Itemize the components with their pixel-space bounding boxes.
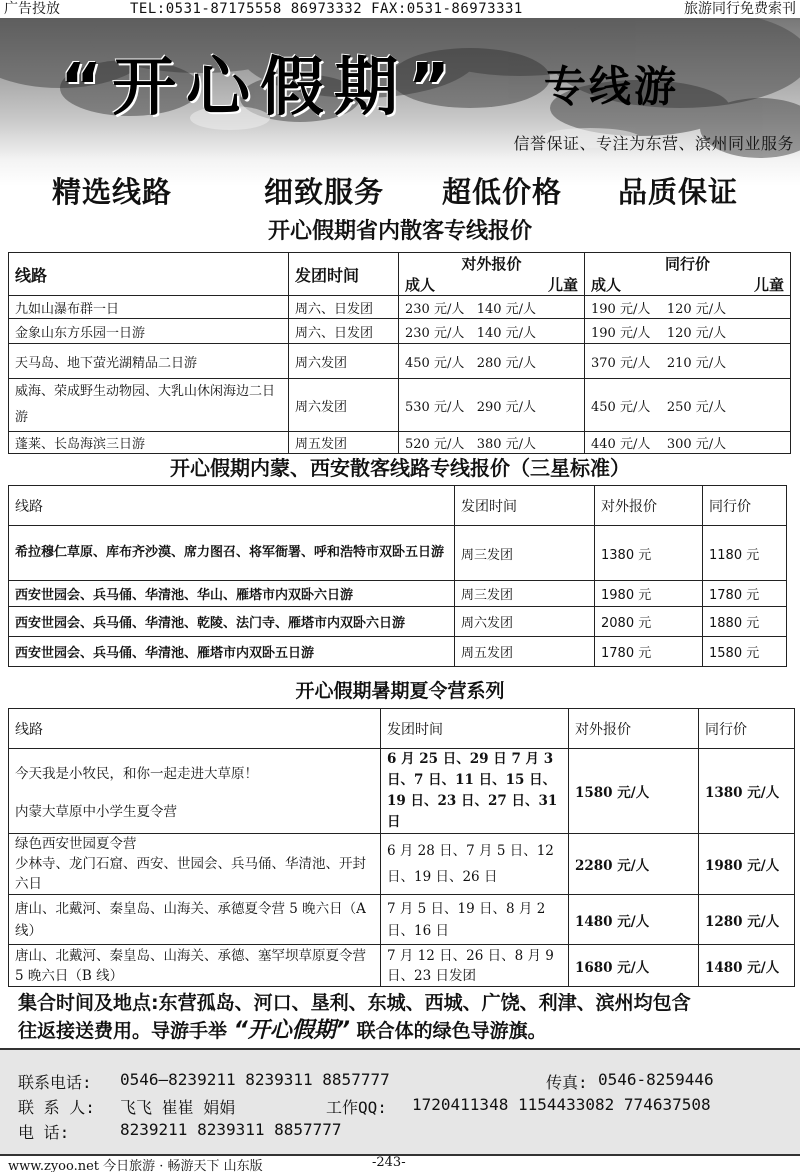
depart-cell: 周五发团 bbox=[289, 432, 399, 454]
column-header: 对外报价 bbox=[595, 486, 703, 526]
public-price-cell bbox=[399, 432, 585, 454]
table-header-row bbox=[9, 486, 787, 526]
feature-item: 精选线路 bbox=[52, 175, 173, 209]
route-cell: 唐山、北戴河、秦皇岛、山海关、承德、塞罕坝草原夏令营 5 晚六日（B 线） bbox=[9, 945, 381, 987]
assembly-info bbox=[18, 990, 788, 1045]
adult-price: 520 元/人 bbox=[405, 437, 465, 452]
phone-numbers: 0546—8239211 8239311 8857777 bbox=[120, 1070, 390, 1089]
public-price-cell: 2280 元/人 bbox=[569, 834, 699, 895]
assembly-line-2 bbox=[18, 1017, 788, 1045]
public-price-cell bbox=[399, 296, 585, 319]
adult-price: 440 元/人 bbox=[591, 437, 651, 452]
table-row bbox=[9, 749, 795, 834]
table-row bbox=[9, 379, 791, 432]
table-row bbox=[9, 526, 787, 581]
trade-price-cell: 1780 元 bbox=[703, 581, 787, 607]
depart-cell: 7 月 5 日、19 日、8 月 2 日、16 日 bbox=[381, 895, 569, 945]
column-header: 对外报价 bbox=[569, 709, 699, 749]
column-header: 同行价 bbox=[699, 709, 795, 749]
route-cell: 西安世园会、兵马俑、华清池、雁塔市内双卧五日游 bbox=[9, 637, 455, 667]
page-number: -243- bbox=[372, 1155, 406, 1170]
trade-price-cell bbox=[585, 319, 791, 344]
public-price-cell: 1980 元 bbox=[595, 581, 703, 607]
child-price: 250 元/人 bbox=[666, 399, 727, 415]
adult-price: 530 元/人 bbox=[405, 399, 465, 415]
depart-cell: 周六、日发团 bbox=[289, 296, 399, 319]
depart-cell: 周六发团 bbox=[455, 607, 595, 637]
depart-cell: 周五发团 bbox=[455, 637, 595, 667]
child-price: 140 元/人 bbox=[476, 325, 537, 341]
feature-item: 品质保证 bbox=[618, 175, 739, 209]
ad-label: 广告投放 bbox=[4, 1, 60, 17]
section-title-inner-mongolia-xian: 开心假期内蒙、西安散客线路专线报价（三星标准） bbox=[170, 456, 630, 480]
free-catalog-text: 旅游同行免费索刊 bbox=[684, 1, 796, 17]
column-header: 线路 bbox=[9, 253, 289, 296]
feature-item: 细致服务 bbox=[264, 175, 385, 209]
child-label: 儿童 bbox=[753, 276, 784, 294]
adult-label: 成人 bbox=[591, 276, 622, 294]
feature-list bbox=[52, 170, 772, 210]
child-price: 210 元/人 bbox=[666, 355, 727, 371]
route-line: 内蒙大草原中小学生夏令营 bbox=[15, 804, 177, 820]
trade-price-cell: 1880 元 bbox=[703, 607, 787, 637]
trade-price-cell: 1980 元/人 bbox=[699, 834, 795, 895]
public-price-cell: 1780 元 bbox=[595, 637, 703, 667]
child-label: 儿童 bbox=[547, 276, 578, 294]
page-title: “开心假期” bbox=[60, 51, 461, 125]
route-line: 少林寺、龙门石窟、西安、世园会、兵马俑、华清池、开封六日 bbox=[15, 856, 366, 892]
footer-site: www.zyoo.net 今日旅游 · 畅游天下 山东版 bbox=[8, 1159, 263, 1172]
adult-price: 230 元/人 bbox=[405, 301, 465, 317]
route-cell: 天马岛、地下萤光湖精品二日游 bbox=[9, 344, 289, 379]
adult-price: 450 元/人 bbox=[591, 399, 651, 415]
slogan: 信誉保证、专注为东营、滨州同业服务 bbox=[513, 134, 794, 153]
qq-numbers: 1720411348 1154433082 774637508 bbox=[412, 1095, 711, 1114]
child-price: 290 元/人 bbox=[476, 399, 537, 415]
depart-cell: 周三发团 bbox=[455, 581, 595, 607]
table-row bbox=[9, 344, 791, 379]
table-row bbox=[9, 945, 795, 987]
tel-label: 电 话: bbox=[18, 1123, 70, 1142]
child-price: 280 元/人 bbox=[476, 355, 537, 371]
public-price-cell: 2080 元 bbox=[595, 607, 703, 637]
column-header-trade bbox=[585, 253, 791, 296]
column-header: 线路 bbox=[9, 486, 455, 526]
public-price-cell: 1580 元/人 bbox=[569, 749, 699, 834]
tel-numbers: 8239211 8239311 8857777 bbox=[120, 1120, 342, 1139]
inner-mongolia-xian-table bbox=[8, 485, 787, 667]
route-cell: 金象山东方乐园一日游 bbox=[9, 319, 289, 344]
table-row bbox=[9, 296, 791, 319]
child-price: 120 元/人 bbox=[666, 301, 727, 317]
adult-price: 230 元/人 bbox=[405, 325, 465, 341]
public-price-cell: 1680 元/人 bbox=[569, 945, 699, 987]
person-label: 联 系 人: bbox=[18, 1098, 95, 1117]
column-header: 同行价 bbox=[703, 486, 787, 526]
route-cell: 九如山瀑布群一日 bbox=[9, 296, 289, 319]
child-price: 140 元/人 bbox=[476, 301, 537, 317]
contact-line: TEL:0531-87175558 86973332 FAX:0531-86973331 bbox=[130, 1, 523, 17]
table-row bbox=[9, 319, 791, 344]
public-price-cell: 1380 元 bbox=[595, 526, 703, 581]
trade-price-cell: 1480 元/人 bbox=[699, 945, 795, 987]
public-price-cell bbox=[399, 319, 585, 344]
trade-price-cell: 1580 元 bbox=[703, 637, 787, 667]
trade-price-cell bbox=[585, 344, 791, 379]
table-row bbox=[9, 637, 787, 667]
age-labels bbox=[405, 274, 578, 295]
column-header: 线路 bbox=[9, 709, 381, 749]
fax-label: 传真: bbox=[546, 1073, 588, 1092]
route-line: 今天我是小牧民，和你一起走进大草原！ bbox=[15, 766, 258, 782]
qq-label: 工作QQ: bbox=[326, 1098, 387, 1117]
top-bar bbox=[0, 0, 800, 18]
route-cell: 西安世园会、兵马俑、华清池、华山、雁塔市内双卧六日游 bbox=[9, 581, 455, 607]
trade-price-cell bbox=[585, 296, 791, 319]
depart-cell: 周六、日发团 bbox=[289, 319, 399, 344]
summer-camp-table bbox=[8, 708, 795, 987]
trade-price-cell bbox=[585, 432, 791, 454]
section-title-provincial: 开心假期省内散客专线报价 bbox=[267, 218, 532, 244]
trade-price-cell: 1280 元/人 bbox=[699, 895, 795, 945]
table-header-row bbox=[9, 709, 795, 749]
route-cell: 蓬莱、长岛海滨三日游 bbox=[9, 432, 289, 454]
depart-cell: 周三发团 bbox=[455, 526, 595, 581]
column-header: 发团时间 bbox=[455, 486, 595, 526]
column-header: 发团时间 bbox=[289, 253, 399, 296]
table-row bbox=[9, 895, 795, 945]
column-header-public bbox=[399, 253, 585, 296]
table-row bbox=[9, 581, 787, 607]
contact-box bbox=[0, 1048, 800, 1156]
public-price-cell bbox=[399, 379, 585, 432]
column-header: 发团时间 bbox=[381, 709, 569, 749]
adult-price: 370 元/人 bbox=[591, 355, 651, 371]
header-banner bbox=[0, 18, 800, 228]
route-cell: 西安世园会、兵马俑、华清池、乾陵、法门寺、雁塔市内双卧六日游 bbox=[9, 607, 455, 637]
route-cell: 希拉穆仁草原、库布齐沙漠、席力图召、将军衙署、呼和浩特市双卧五日游 bbox=[9, 526, 455, 581]
depart-cell: 6 月 25 日、29 日 7 月 3 日、7 日、11 日、15 日、19 日、23 日、27 日、31 日 bbox=[381, 749, 569, 834]
footer bbox=[0, 1154, 800, 1172]
child-price: 120 元/人 bbox=[666, 325, 727, 341]
adult-price: 190 元/人 bbox=[591, 325, 651, 341]
phone-label: 联系电话: bbox=[18, 1073, 92, 1092]
public-price-cell: 1480 元/人 bbox=[569, 895, 699, 945]
depart-cell: 6 月 28 日、7 月 5 日、12 日、19 日、26 日 bbox=[381, 834, 569, 895]
trade-price-cell: 1380 元/人 bbox=[699, 749, 795, 834]
provincial-price-table bbox=[8, 252, 791, 454]
adult-price: 190 元/人 bbox=[591, 301, 651, 317]
public-price-label: 对外报价 bbox=[461, 255, 522, 273]
route-cell bbox=[9, 834, 381, 895]
section-title-summer-camp: 开心假期暑期夏令营系列 bbox=[295, 680, 505, 702]
child-price: 300 元/人 bbox=[666, 437, 727, 452]
depart-cell: 周六发团 bbox=[289, 344, 399, 379]
table-row bbox=[9, 432, 791, 454]
depart-cell: 周六发团 bbox=[289, 379, 399, 432]
table-row bbox=[9, 834, 795, 895]
page-subtitle: 专线游 bbox=[544, 62, 680, 111]
child-price: 380 元/人 bbox=[476, 437, 537, 452]
trade-price-cell bbox=[585, 379, 791, 432]
brand-name: “开心假期” bbox=[233, 1018, 350, 1043]
route-cell: 唐山、北戴河、秦皇岛、山海关、承德夏令营 5 晚六日（A 线） bbox=[9, 895, 381, 945]
age-labels bbox=[591, 274, 784, 295]
route-cell: 威海、荣成野生动物园、大乳山休闲海边二日游 bbox=[9, 379, 289, 432]
contact-persons: 飞飞 崔崔 娟娟 bbox=[120, 1098, 236, 1117]
assembly-text: 联合体的绿色导游旗。 bbox=[356, 1020, 547, 1042]
trade-price-label: 同行价 bbox=[664, 255, 710, 273]
table-header-row bbox=[9, 253, 791, 296]
adult-label: 成人 bbox=[405, 276, 436, 294]
route-line: 绿色西安世园夏令营 bbox=[15, 836, 137, 852]
assembly-line-1: 集合时间及地点:东营孤岛、河口、垦利、东城、西城、广饶、利津、滨州均包含 bbox=[18, 992, 691, 1014]
fax-number: 0546-8259446 bbox=[598, 1070, 714, 1089]
assembly-text: 往返接送费用。导游手举 bbox=[18, 1020, 228, 1042]
route-cell bbox=[9, 749, 381, 834]
adult-price: 450 元/人 bbox=[405, 355, 465, 371]
public-price-cell bbox=[399, 344, 585, 379]
trade-price-cell: 1180 元 bbox=[703, 526, 787, 581]
feature-item: 超低价格 bbox=[442, 175, 563, 209]
depart-cell: 7 月 12 日、26 日、8 月 9 日、23 日发团 bbox=[381, 945, 569, 987]
table-row bbox=[9, 607, 787, 637]
